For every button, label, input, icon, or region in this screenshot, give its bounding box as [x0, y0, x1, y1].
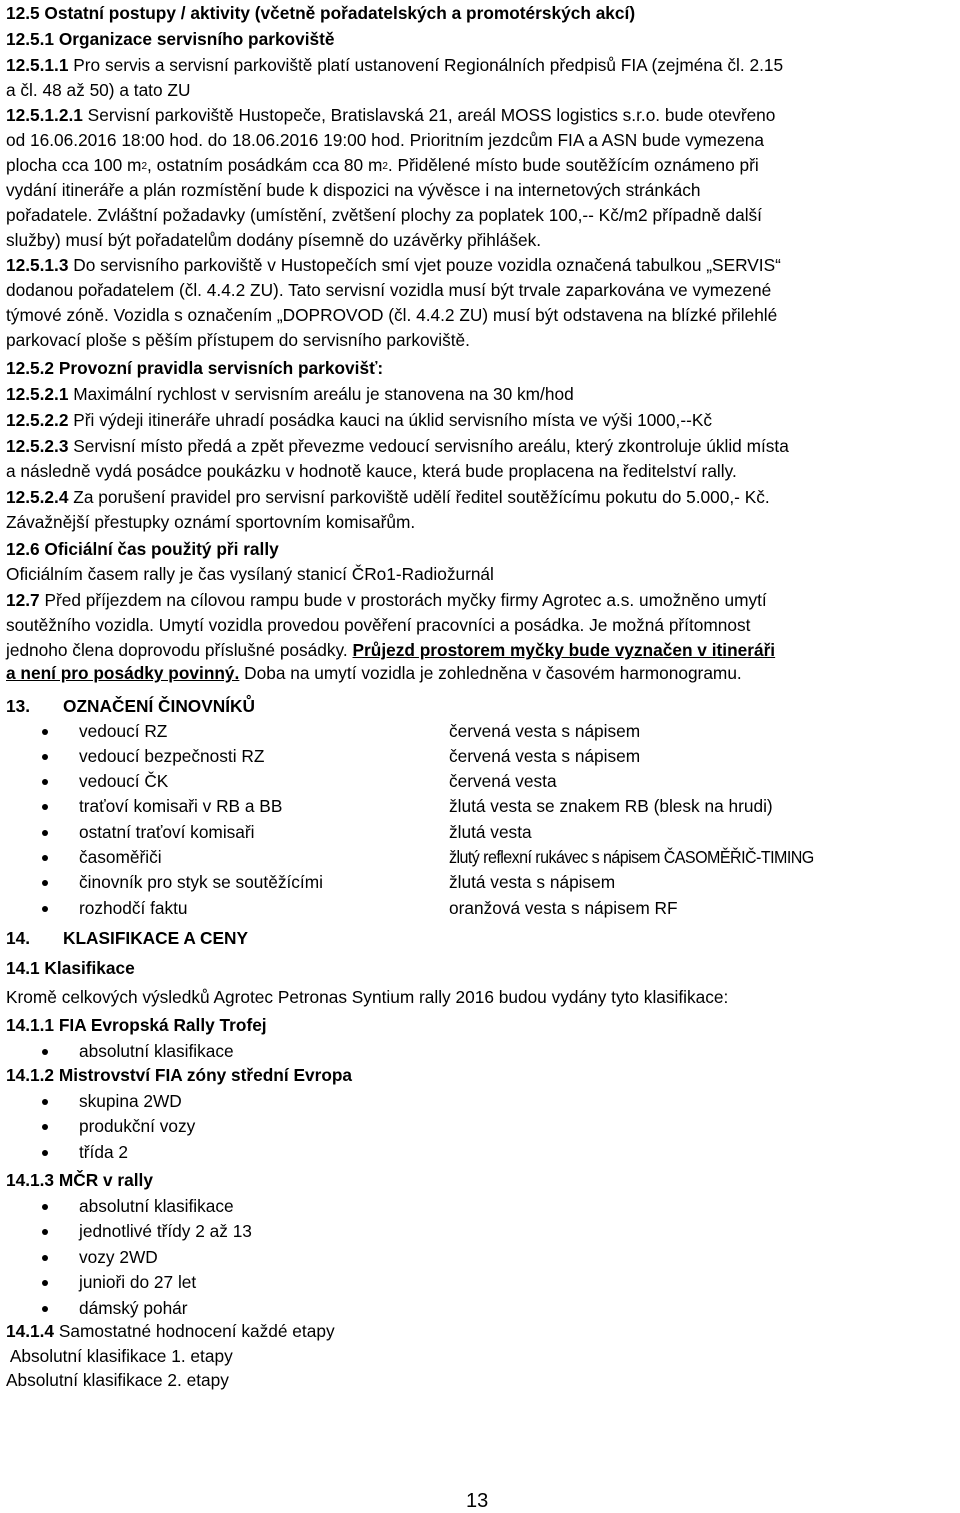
heading-12-6: 12.6 Oficiální čas použitý při rally — [6, 539, 279, 559]
heading-13-title: OZNAČENÍ ČINOVNÍKŮ — [63, 696, 256, 716]
text-line — [6, 130, 764, 150]
superscript: 2 — [141, 161, 148, 172]
para-number: 12.5.2.4 — [6, 487, 69, 507]
text-line: a čl. 48 až 50) a tato ZU — [6, 80, 191, 100]
bullet-icon — [42, 1124, 48, 1130]
text-line — [6, 155, 759, 175]
text-span: jednoho člena doprovodu příslušné posádky. — [6, 640, 353, 660]
text-line: dodanou pořadatelem (čl. 4.4.2 ZU). Tato servisní vozidla musí být trvale zaparkována ve vymezené — [6, 280, 772, 300]
para-12-5-2-3 — [6, 436, 789, 456]
text-line: Oficiálním časem rally je čas vysílaný stanicí ČRo1-Radiožurnál — [6, 564, 494, 584]
heading-12-5-2: 12.5.2 Provozní pravidla servisních parkovišť: — [6, 358, 384, 378]
bold-underlined-text: a není pro posádky povinný. — [6, 663, 240, 683]
para-number: 12.5.2.3 — [6, 436, 69, 456]
para-12-5-1-1 — [6, 55, 783, 75]
para-number: 12.5.1.1 — [6, 55, 69, 75]
heading-14-number: 14. — [6, 928, 31, 948]
para-text: Za porušení pravidel pro servisní parkoviště udělí ředitel soutěžícímu pokutu do 5.000,- Kč. — [68, 487, 770, 507]
para-number: 12.5.2.1 — [6, 384, 69, 404]
bullet-icon — [42, 880, 48, 886]
text-line: soutěžního vozidla. Umytí vozidla provedou pověření pracovníci a posádka. Je možná přítomnost — [6, 615, 751, 635]
list-item: absolutní klasifikace — [79, 1041, 234, 1061]
bullet-icon — [42, 804, 48, 810]
para-number: 12.5.1.2.1 — [6, 105, 83, 125]
list-item: skupina 2WD — [79, 1091, 182, 1111]
page-number: 13 — [466, 1490, 489, 1512]
official-role: traťoví komisaři v RB a BB — [79, 796, 283, 816]
text-line: služby) musí být pořadatelům dodány písemně do uzávěrky přihlášek. — [6, 230, 542, 250]
text-line: týmové zóně. Vozidla s označením „DOPROVOD (čl. 4.4.2 ZU) musí být odstavena na blízké přilehlé — [6, 305, 778, 325]
superscript: 2 — [382, 161, 388, 172]
bullet-icon — [42, 1255, 48, 1261]
para-text: Při výdeji itineráře uhradí posádka kauci na úklid servisního místa ve výši 1000,--Kč — [68, 410, 713, 430]
list-item: třída 2 — [79, 1142, 128, 1162]
para-number: 12.5.2.2 — [6, 410, 69, 430]
official-vest: žlutá vesta — [449, 822, 532, 842]
list-item: absolutní klasifikace — [79, 1196, 234, 1216]
list-item: junioři do 27 let — [79, 1272, 197, 1292]
official-role: vedoucí RZ — [79, 721, 168, 741]
official-role: vedoucí bezpečnosti RZ — [79, 746, 265, 766]
heading-14-1-1: 14.1.1 FIA Evropská Rally Trofej — [6, 1015, 267, 1035]
bullet-icon — [42, 779, 48, 785]
bullet-icon — [42, 1150, 48, 1156]
heading-14-1-3: 14.1.3 MČR v rally — [6, 1170, 153, 1190]
official-vest: oranžová vesta s nápisem RF — [449, 898, 678, 918]
text-line: Absolutní klasifikace 1. etapy — [6, 1346, 233, 1366]
list-item: vozy 2WD — [79, 1247, 158, 1267]
official-role: rozhodčí faktu — [79, 898, 188, 918]
para-12-5-2-1 — [6, 384, 574, 404]
list-item: dámský pohár — [79, 1298, 188, 1318]
para-text: Před příjezdem na cílovou rampu bude v prostorách myčky firmy Agrotec a.s. umožněno umytí — [39, 590, 767, 610]
text-span: Prioritním jezdcům FIA a ASN bude vymezena — [409, 130, 765, 150]
bullet-icon — [42, 754, 48, 760]
para-12-5-2-2 — [6, 410, 712, 430]
official-role: činovník pro styk se soutěžícími — [79, 872, 323, 892]
para-text: Maximální rychlost v servisním areálu je stanovena na 30 km/hod — [68, 384, 574, 404]
official-role: vedoucí ČK — [79, 771, 169, 791]
para-text: Servisní parkoviště Hustopeče, Bratislavská 21, areál MOSS logistics s.r.o. bude otevřeno — [82, 105, 776, 125]
text-line — [6, 663, 742, 683]
para-text: Do servisního parkoviště v Hustopečích smí vjet pouze vozidla označená tabulkou „SERVIS“ — [68, 255, 781, 275]
official-vest: žlutá vesta se znakem RB (blesk na hrudi) — [449, 796, 773, 816]
text-line: Závažnější přestupky oznámí sportovním komisařům. — [6, 512, 416, 532]
text-line: vydání itineráře a plán rozmístění bude k dispozici na vývěsce i na internetových stránkách — [6, 180, 701, 200]
text-span: Doba na umytí vozidla je zohledněna v časovém harmonogramu. — [239, 663, 742, 683]
text-span: pořadatele. — [6, 205, 98, 225]
bullet-icon — [42, 906, 48, 912]
para-12-5-2-4 — [6, 487, 770, 507]
heading-14-1-4 — [6, 1321, 335, 1341]
heading-14-1: 14.1 Klasifikace — [6, 958, 135, 978]
list-item: jednotlivé třídy 2 až 13 — [79, 1221, 252, 1241]
para-text: Servisní místo předá a zpět převezme vedoucí servisního areálu, který zkontroluje úklid místa — [68, 436, 789, 456]
text-span: Přidělené místo bude soutěžícím oznámeno při — [397, 155, 759, 175]
official-role: časoměřiči — [79, 847, 162, 867]
official-role: ostatní traťoví komisaři — [79, 822, 255, 842]
text-span: od 16.06.2016 18:00 hod. do 18.06.2016 19:00 hod. — [6, 130, 410, 150]
bullet-icon — [42, 1049, 48, 1055]
bold-underlined-text: Průjezd prostorem myčky bude vyznačen v itineráři — [352, 640, 776, 660]
para-12-5-1-2-1 — [6, 105, 775, 125]
para-12-7 — [6, 590, 767, 610]
text-span: Zvláštní požadavky (umístění, zvětšení plochy za poplatek 100,-- Kč/m2 případně další — [97, 205, 762, 225]
heading-14-1-2: 14.1.2 Mistrovství FIA zóny střední Evropa — [6, 1065, 353, 1085]
text-line — [6, 205, 762, 225]
text-span: . — [387, 155, 398, 175]
narrow-text: žlutý reflexní rukávec s nápisem ČASOMĚŘIČ-TIMING — [449, 847, 814, 867]
official-vest: žlutá vesta s nápisem — [449, 872, 616, 892]
para-12-5-1-3 — [6, 255, 781, 275]
heading-13-number: 13. — [6, 696, 31, 716]
bullet-icon — [42, 1099, 48, 1105]
para-text: Samostatné hodnocení každé etapy — [54, 1321, 335, 1341]
official-vest: červená vesta s nápisem — [449, 746, 641, 766]
heading-12-5-1: 12.5.1 Organizace servisního parkoviště — [6, 29, 335, 49]
text-line: parkovací ploše s pěším přístupem do servisního parkoviště. — [6, 330, 470, 350]
para-number: 12.7 — [6, 590, 40, 610]
heading-12-5: 12.5 Ostatní postupy / aktivity (včetně pořadatelských a promotérských akcí) — [6, 3, 636, 23]
bullet-icon — [42, 1204, 48, 1210]
text-span: , ostatním posádkám cca 80 m — [147, 155, 383, 175]
bullet-icon — [42, 830, 48, 836]
text-line: a následně vydá posádce poukázku v hodnotě kauce, která bude proplacena na ředitelství rally. — [6, 461, 737, 481]
text-line: Absolutní klasifikace 2. etapy — [6, 1370, 229, 1390]
para-number: 14.1.4 — [6, 1321, 55, 1341]
bullet-icon — [42, 1280, 48, 1286]
official-vest: červená vesta — [449, 771, 557, 791]
list-item: produkční vozy — [79, 1116, 196, 1136]
text-span: plocha cca 100 m — [6, 155, 142, 175]
text-line — [6, 640, 775, 660]
bullet-icon — [42, 1229, 48, 1235]
para-text: Pro servis a servisní parkoviště platí ustanovení Regionálních předpisů FIA (zejména čl. 2.15 — [68, 55, 784, 75]
official-vest — [449, 847, 841, 867]
bullet-icon — [42, 729, 48, 735]
official-vest: červená vesta s nápisem — [449, 721, 641, 741]
bullet-icon — [42, 855, 48, 861]
bullet-icon — [42, 1306, 48, 1312]
para-number: 12.5.1.3 — [6, 255, 69, 275]
text-line: Kromě celkových výsledků Agrotec Petronas Syntium rally 2016 budou vydány tyto klasifikace: — [6, 987, 729, 1007]
heading-14-title: KLASIFIKACE A CENY — [63, 928, 248, 948]
